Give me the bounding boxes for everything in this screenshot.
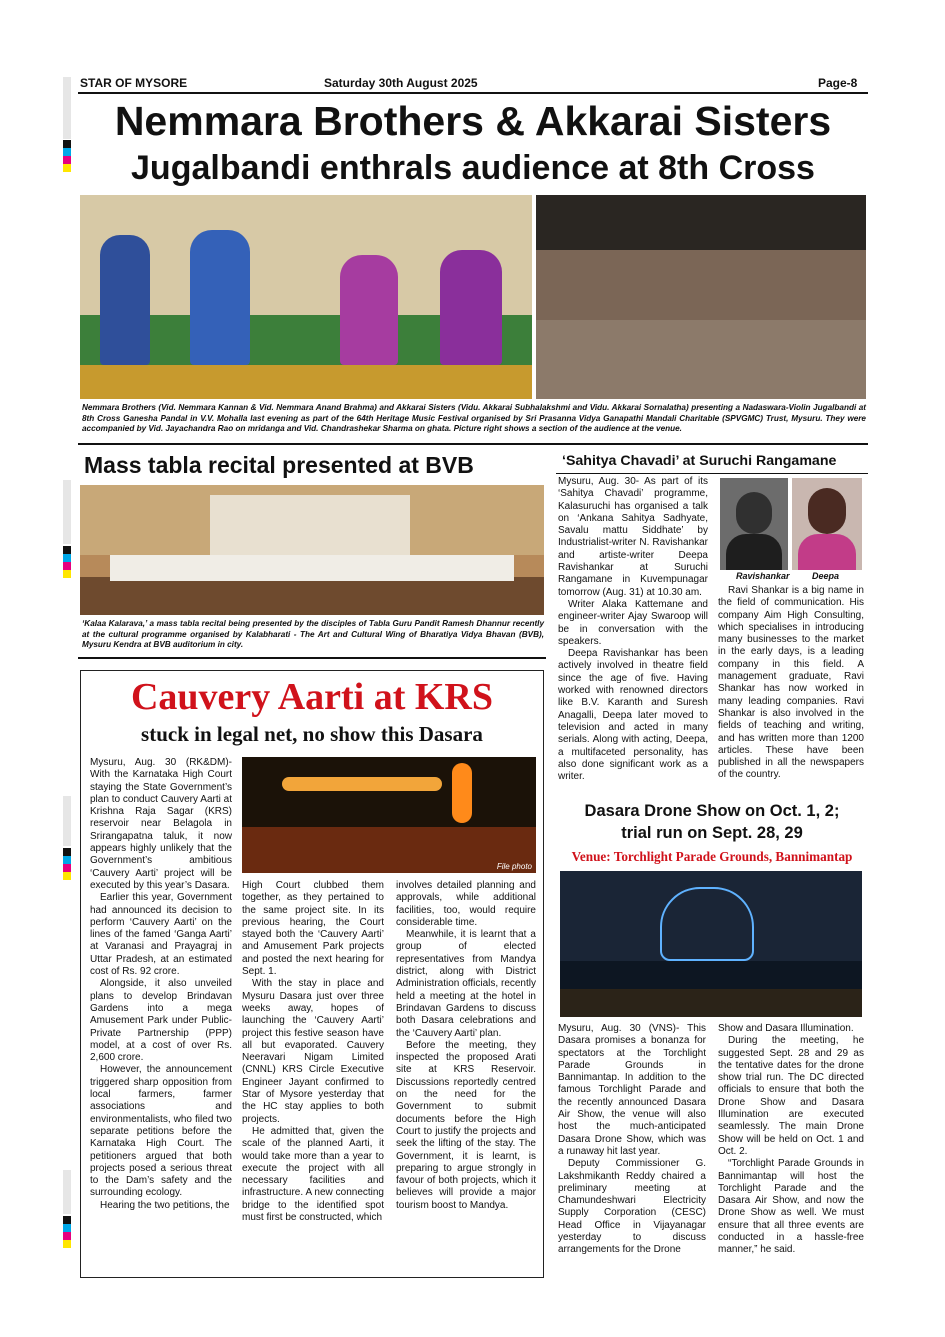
ravishankar-label: Ravishankar xyxy=(736,571,790,581)
margin-bar xyxy=(63,77,71,139)
concert-stage-photo xyxy=(80,195,532,399)
cauvery-column-2 xyxy=(242,880,384,1224)
registration-mark xyxy=(63,546,71,578)
cauvery-para: involves detailed planning and approvals, while additional facilities, too, would require considerable time. xyxy=(396,880,536,928)
lead-subheadline: Jugalbandi enthrals audience at 8th Cross xyxy=(131,149,815,187)
lead-rule xyxy=(78,443,868,445)
registration-mark xyxy=(63,140,71,172)
deepa-label: Deepa xyxy=(812,571,840,581)
cauvery-para: High Court clubbed them together, as they pertained to the same project site. In its previous hearing, the Court stayed both the ‘Cauvery Aarti’ and Amusement Park projects and posted the next hearing for Sept. 1. xyxy=(242,880,384,978)
cauvery-para: Alongside, it also unveiled plans to develop Brindavan Gardens into a mega Amusement Park under Public-Private Partnership (PPP) model, at a cost of over Rs. 2,600 crore. xyxy=(90,978,232,1064)
cauvery-para: He admitted that, given the scale of the planned Aarti, it would take more than a year to execute the project with all necessary facilities and infrastructure. A new connecting bridge to the identified spot must first be constructed, which xyxy=(242,1125,384,1224)
sahitya-para: Ravi Shankar is a big name in the field of communication. His company Aim High Consulting, which specialises in introducing many businesses to the market in the early days, is a leading company in this field. A management graduate, Ravi Shankar has now worked in many leading companies. Ravi Shankar is also involved in the fields of teaching and writing, and has written more than 1200 articles. These have been published in all the newspapers of the country. xyxy=(718,585,864,781)
cauvery-para: Meanwhile, it is learnt that a group of elected representatives from Mandya district, along with District Administration officials, recently held a meeting at the hotel in Brindavan Gardens to discuss both Dasara celebrations and the ‘Cauvery Aarti’ plan. xyxy=(396,929,536,1039)
deepa-photo xyxy=(792,478,862,570)
cauvery-subhead: stuck in legal net, no show this Dasara xyxy=(141,722,483,746)
drone-para: Show and Dasara Illumination. xyxy=(718,1023,854,1034)
margin-bar xyxy=(63,1170,71,1214)
cauvery-aarti-photo xyxy=(242,757,536,873)
page-number: Page-8 xyxy=(818,76,858,90)
tabla-caption: ‘Kalaa Kalarava,’ a mass tabla recital being presented by the disciples of Tabla Guru Pandit Ramesh Dhannur recently at the cultural programme organised by Kalabharati - The Art and Cultural Wing of Bharatiya Vidya Bhavan (BVB), Mysuru Kendra at BVB auditorium in city. xyxy=(82,619,544,650)
drone-show-photo xyxy=(560,871,862,1017)
cauvery-para: Mysuru, Aug. 30 (RK&DM)- With the Karnataka High Court staying the State Government’s plan to conduct Cauvery Aarti at Krishna Raja Sagar (KRS) reservoir near Belagola in Srirangapatna taluk, it now appears highly unlikely that the Government’s ambitious ‘Cauvery Aarti’ project will be executed by this year’s Dasara. xyxy=(90,757,232,891)
drone-para: “Torchlight Parade Grounds in Bannimantap will host the Torchlight Parade and the Dasara Air Show, and now the Drone Show as well. We must ensure that all three events are conducted in a hassle-free manner,” he said. xyxy=(718,1158,864,1256)
cauvery-column-1 xyxy=(90,757,232,1212)
registration-mark xyxy=(63,848,71,880)
photo-credit: File photo xyxy=(496,862,532,871)
sahitya-headline: ‘Sahitya Chavadi’ at Suruchi Rangamane xyxy=(562,453,837,469)
sahitya-para: Writer Alaka Kattemane and engineer-writer Ajay Swaroop will be in conversation with the speakers. xyxy=(558,598,708,647)
lead-headline: Nemmara Brothers & Akkarai Sisters xyxy=(114,98,832,144)
drone-headline: Dasara Drone Show on Oct. 1, 2; xyxy=(584,802,840,820)
cauvery-column-3 xyxy=(396,880,536,1212)
drone-column-2 xyxy=(718,1023,864,1257)
audience-photo xyxy=(536,195,866,399)
margin-bar xyxy=(63,796,71,846)
tabla-photo xyxy=(80,485,544,615)
cauvery-para: Hearing the two petitions, the xyxy=(100,1199,230,1211)
drone-para: Mysuru, Aug. 30 (VNS)- This Dasara promises a bonanza for spectators at the Torchlight Parade Grounds in Bannimantap. In addition to the famous Torchlight Parade and the recently announced Dasara Air Show, the venue will also host the much-anticipated Dasara Drone Show, which was a runaway hit last year. xyxy=(558,1023,706,1157)
sahitya-para: Mysuru, Aug. 30- As part of its ‘Sahitya Chavadi’ programme, Kalasuruchi has organised a talk on ‘Ankana Sahitya Sadhyate, Savalu mattu Siddhate’ by Industrialist-writer N. Ravishankar and artiste-writer Deepa Ravishankar at Suruchi Rangamane in Kuvempunagar tomorrow (Aug. 31) at 10.30 am. xyxy=(558,476,708,598)
sahitya-para: Deepa Ravishankar has been actively involved in theatre field since the age of five. Having worked with renowned directors like B.V. Karanth and Suresh Anagalli, Deepa later moved to television and acted in many serials. Along with acting, Deepa, a multifaceted personality, has also done significant work as a writer. xyxy=(558,648,708,783)
paper-name: STAR OF MYSORE xyxy=(80,76,188,90)
cauvery-para: With the stay in place and Mysuru Dasara just over three weeks away, hopes of launching the ‘Cauvery Aarti’ project this festive season have all but evaporated. Cauvery Neeravari Nigam Limited (CNNL) KRS Circle Executive Engineer Jayant confirmed to Star of Mysore yesterday that the HC stay applies to both projects. xyxy=(242,978,384,1125)
ravishankar-photo xyxy=(720,478,788,570)
tabla-rule xyxy=(78,657,546,659)
issue-date: Saturday 30th August 2025 xyxy=(324,76,478,90)
cauvery-para: Earlier this year, Government had announced its decision to perform ‘Cauvery Aarti’ on the lines of the famed ‘Ganga Aarti’ at Varanasi and Prayagraj in Uttar Pradesh, at an estimated cost of Rs. 92 crore. xyxy=(90,892,232,978)
drone-para: Deputy Commissioner G. Lakshmikanth Reddy chaired a preliminary meeting at Chamundeshwari Electricity Supply Corporation (CESC) Head Office in Vijayanagar yesterday to discuss arrangements for the Drone xyxy=(558,1158,706,1256)
sahitya-column-2 xyxy=(718,585,864,782)
sahitya-column-1 xyxy=(558,476,708,783)
cauvery-para: However, the announcement triggered sharp opposition from local farmers, farmer associations and environmentalists, who filed two separate petitions before the Karnataka High Court. The petitioners argued that both projects posed a serious threat to the Dam’s safety and the surrounding ecology. xyxy=(90,1064,232,1199)
margin-bar xyxy=(63,480,71,544)
lead-caption: Nemmara Brothers (Vid. Nemmara Kannan & Vid. Nemmara Anand Brahma) and Akkarai Sisters (Vidu. Akkarai Subhalakshmi and Vidu. Akkarai Sornalatha) presenting a Nadaswara-Violin Jugalbandi at 8th Cross Ganesha Pandal in V.V. Mohalla last evening as part of the 64th Heritage Music Festival organised by Sri Prasanna Vidya Ganapathi Mandali Charitable (SPVGMC) Trust, Mysuru. They were accompanied by Vid. Jayachandra Rao on mridanga and Vid. Chandrashekar Sharma on ghata. Picture right shows a section of the audience at the venue. xyxy=(82,403,866,434)
drone-para: During the meeting, he suggested Sept. 28 and 29 as the tentative dates for the drone show trial run. The DC directed officials to ensure that both the Drone Show and Dasara Illumination are executed seamlessly. The main Drone Show will be held on Oct. 1 and Oct. 2. xyxy=(718,1035,864,1157)
registration-mark xyxy=(63,1216,71,1248)
cauvery-para: Before the meeting, they inspected the proposed Arati site at KRS Reservoir. Discussions reportedly centred on the need for the Government to submit documents before the High Court to justify the projects and seek the lifting of the stay. The Government, it is learnt, is preparing to argue strongly in favour of both projects, which it believes will provide a major tourism boost to Mandya. xyxy=(396,1039,536,1211)
cauvery-headline: Cauvery Aarti at KRS xyxy=(130,676,494,718)
sahitya-rule xyxy=(556,473,868,474)
tabla-headline: Mass tabla recital presented at BVB xyxy=(84,452,474,478)
drone-headline-2: trial run on Sept. 28, 29 xyxy=(621,824,803,842)
header-rule xyxy=(78,92,868,94)
drone-venue: Venue: Torchlight Parade Grounds, Bannimantap xyxy=(571,849,853,864)
drone-column-1 xyxy=(558,1023,706,1257)
